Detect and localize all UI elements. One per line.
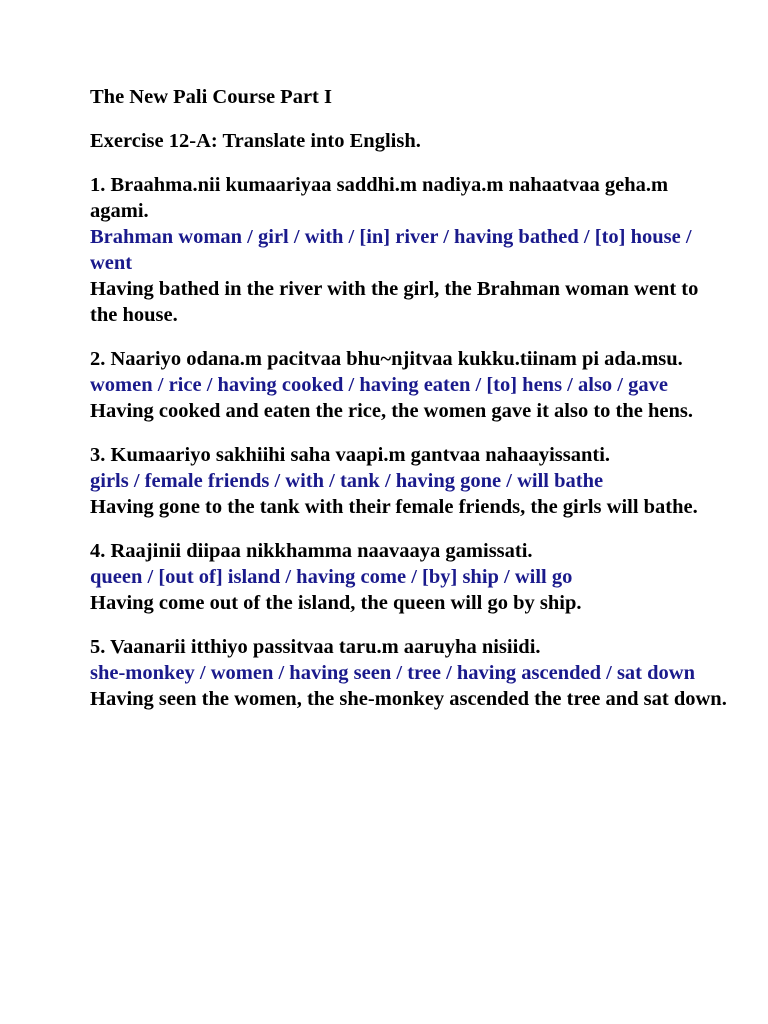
pali-sentence: 1. Braahma.nii kumaariyaa saddhi.m nadiya.m nahaatvaa geha.m agami. [90,174,669,222]
document-page [90,84,730,730]
english-translation: Having seen the women, the she-monkey ascended the tree and sat down. [90,688,727,710]
english-translation: Having cooked and eaten the rice, the women gave it also to the hens. [90,400,693,422]
word-gloss: queen / [out of] island / having come / [by] ship / will go [90,566,573,588]
pali-sentence: 4. Raajinii diipaa nikkhamma naavaaya gamissati. [90,540,533,562]
pali-sentence: 2. Naariyo odana.m pacitvaa bhu~njitvaa kukku.tiinam pi ada.msu. [90,348,683,370]
word-gloss: girls / female friends / with / tank / having gone / will bathe [90,470,604,492]
english-translation: Having come out of the island, the queen will go by ship. [90,592,582,614]
word-gloss: women / rice / having cooked / having eaten / [to] hens / also / gave [90,374,668,396]
exercise-item-2 [90,346,730,424]
exercise-item-5 [90,634,730,712]
english-translation: Having bathed in the river with the girl, the Brahman woman went to the house. [90,278,699,326]
word-gloss: Brahman woman / girl / with / [in] river / having bathed / [to] house / went [90,226,692,274]
english-translation: Having gone to the tank with their female friends, the girls will bathe. [90,496,698,518]
exercise-heading: Exercise 12-A: Translate into English. [90,130,421,152]
pali-sentence: 3. Kumaariyo sakhiihi saha vaapi.m gantvaa nahaayissanti. [90,444,611,466]
exercise-item-4 [90,538,730,616]
exercise-item-3 [90,442,730,520]
word-gloss: she-monkey / women / having seen / tree / having ascended / sat down [90,662,695,684]
pali-sentence: 5. Vaanarii itthiyo passitvaa taru.m aaruyha nisiidi. [90,636,541,658]
exercise-item-1 [90,172,730,328]
document-title: The New Pali Course Part I [90,86,332,108]
